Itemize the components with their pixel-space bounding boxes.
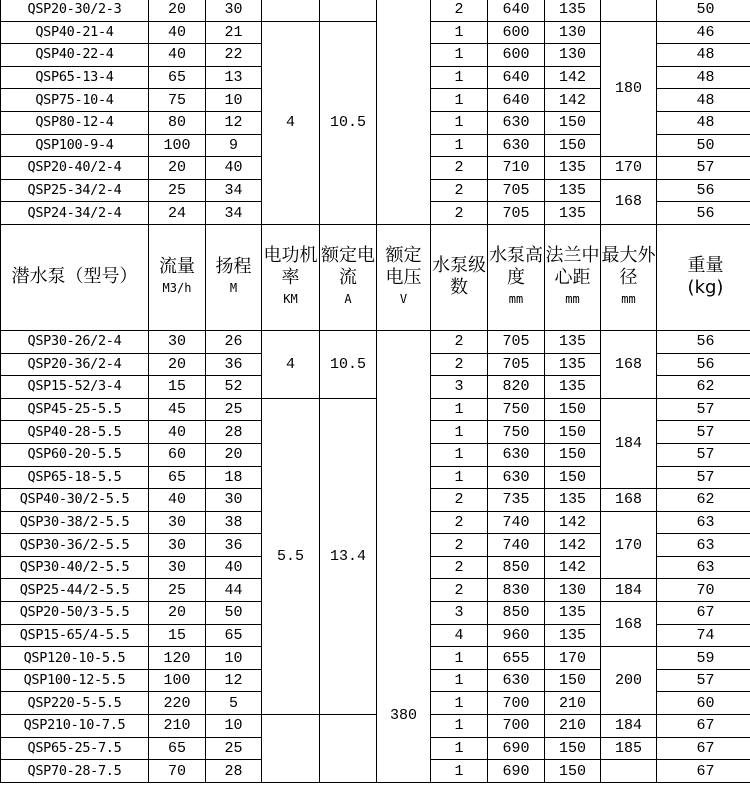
header-current [320,224,377,330]
head-cell: 13 [206,66,262,89]
power-cell: 5.5 [262,398,320,714]
flange-cell: 135 [545,376,601,399]
flow-cell: 20 [149,353,206,376]
height-cell: 600 [488,44,545,67]
height-cell: 850 [488,602,545,625]
header-head [206,224,262,330]
model-cell: QSP70-28-7.5 [1,760,149,783]
head-cell: 25 [206,398,262,421]
stages-cell: 1 [431,398,488,421]
model-cell: QSP75-10-4 [1,89,149,112]
stages-cell: 1 [431,669,488,692]
weight-cell: 46 [657,21,750,44]
model-cell: QSP20-30/2-3 [1,0,149,21]
head-cell: 22 [206,44,262,67]
model-cell: QSP100-9-4 [1,134,149,157]
height-cell: 630 [488,466,545,489]
weight-cell: 56 [657,179,750,202]
head-cell: 36 [206,353,262,376]
header-height [488,224,545,330]
power-cell [262,0,320,21]
height-cell: 735 [488,489,545,512]
header-weight-unit: (kg) [687,277,724,299]
height-cell: 705 [488,202,545,225]
header-power-unit: KM [283,292,298,307]
height-cell: 830 [488,579,545,602]
flow-cell: 70 [149,760,206,783]
head-cell: 26 [206,330,262,353]
stages-cell: 2 [431,330,488,353]
head-cell: 9 [206,134,262,157]
height-cell: 960 [488,624,545,647]
flow-cell: 220 [149,692,206,715]
height-cell: 700 [488,692,545,715]
flow-cell: 100 [149,134,206,157]
height-cell: 705 [488,353,545,376]
weight-cell: 67 [657,737,750,760]
model-cell: QSP30-36/2-5.5 [1,534,149,557]
current-cell: 13.4 [320,398,377,714]
header-current-unit: A [344,292,352,307]
flow-cell: 75 [149,89,206,112]
flange-cell: 135 [545,202,601,225]
header-flange-unit: mm [565,292,580,307]
weight-cell: 57 [657,398,750,421]
diameter-cell: 184 [601,398,657,488]
model-cell: QSP20-36/2-4 [1,353,149,376]
model-cell: QSP210-10-7.5 [1,715,149,738]
table-row [1,21,750,44]
head-cell: 28 [206,421,262,444]
height-cell: 750 [488,398,545,421]
head-cell: 5 [206,692,262,715]
flange-cell: 135 [545,179,601,202]
flange-cell: 130 [545,21,601,44]
flange-cell: 150 [545,398,601,421]
flange-cell: 142 [545,556,601,579]
flow-cell: 45 [149,398,206,421]
weight-cell: 74 [657,624,750,647]
model-cell: QSP20-40/2-4 [1,157,149,180]
model-cell: QSP65-13-4 [1,66,149,89]
model-cell: QSP40-28-5.5 [1,421,149,444]
weight-cell: 48 [657,89,750,112]
voltage-value: 380 [389,706,417,724]
head-cell: 30 [206,489,262,512]
diameter-cell: 168 [601,179,657,224]
flow-cell: 15 [149,376,206,399]
header-weight-label: 重量 [687,255,724,277]
height-cell: 630 [488,111,545,134]
stages-cell: 1 [431,466,488,489]
stages-cell: 1 [431,89,488,112]
diameter-cell: 168 [601,330,657,398]
stages-cell: 2 [431,353,488,376]
diameter-cell: 168 [601,602,657,647]
stages-cell: 1 [431,737,488,760]
flange-cell: 130 [545,579,601,602]
stages-cell: 1 [431,715,488,738]
height-cell: 700 [488,715,545,738]
current-cell: 10.5 [320,330,377,398]
weight-cell: 57 [657,421,750,444]
header-section [1,224,750,330]
model-cell: QSP100-12-5.5 [1,669,149,692]
flange-cell: 135 [545,353,601,376]
flow-cell: 210 [149,715,206,738]
model-cell: QSP25-34/2-4 [1,179,149,202]
stages-cell: 1 [431,692,488,715]
voltage-cell [377,0,431,224]
stages-cell: 2 [431,579,488,602]
stages-cell: 1 [431,443,488,466]
weight-cell: 57 [657,443,750,466]
height-cell: 690 [488,760,545,783]
model-cell: QSP25-44/2-5.5 [1,579,149,602]
flow-cell: 60 [149,443,206,466]
head-cell: 28 [206,760,262,783]
flow-cell: 120 [149,647,206,670]
power-cell [262,715,320,783]
voltage-cell [377,330,431,782]
header-diameter-label: 最大外径 [601,245,656,289]
model-cell: QSP40-21-4 [1,21,149,44]
stages-cell: 4 [431,624,488,647]
height-cell: 630 [488,669,545,692]
column-header-row [1,224,750,330]
diameter-cell [601,760,657,783]
weight-cell: 56 [657,202,750,225]
header-power [262,224,320,330]
flange-cell: 150 [545,421,601,444]
flow-cell: 40 [149,421,206,444]
header-flow [149,224,206,330]
head-cell: 21 [206,21,262,44]
weight-cell: 57 [657,669,750,692]
head-cell: 50 [206,602,262,625]
model-cell: QSP220-5-5.5 [1,692,149,715]
height-cell: 630 [488,134,545,157]
flow-cell: 24 [149,202,206,225]
weight-cell: 48 [657,44,750,67]
flange-cell: 142 [545,66,601,89]
flow-cell: 20 [149,157,206,180]
diameter-cell: 184 [601,579,657,602]
stages-cell: 1 [431,44,488,67]
stages-cell: 1 [431,760,488,783]
flow-cell: 65 [149,66,206,89]
stages-cell: 2 [431,511,488,534]
model-cell: QSP15-65/4-5.5 [1,624,149,647]
height-cell: 640 [488,66,545,89]
head-cell: 40 [206,556,262,579]
model-cell: QSP60-20-5.5 [1,443,149,466]
diameter-cell: 184 [601,715,657,738]
stages-cell: 1 [431,66,488,89]
model-cell: QSP30-40/2-5.5 [1,556,149,579]
height-cell: 690 [488,737,545,760]
model-cell: QSP65-18-5.5 [1,466,149,489]
model-cell: QSP80-12-4 [1,111,149,134]
head-cell: 10 [206,89,262,112]
header-height-unit: mm [508,292,524,307]
header-height-label: 水泵高度 [489,245,543,289]
head-cell: 18 [206,466,262,489]
head-cell: 10 [206,715,262,738]
flange-cell: 150 [545,737,601,760]
table-row [1,715,750,738]
head-cell: 34 [206,202,262,225]
flange-cell: 150 [545,669,601,692]
diameter-cell: 170 [601,157,657,180]
header-head-unit: M [229,281,238,296]
stages-cell: 2 [431,179,488,202]
flow-cell: 65 [149,466,206,489]
head-cell: 38 [206,511,262,534]
height-cell: 705 [488,179,545,202]
model-cell: QSP40-30/2-5.5 [1,489,149,512]
flow-cell: 40 [149,489,206,512]
table-row [1,398,750,421]
flange-cell: 142 [545,534,601,557]
top-section [1,0,750,224]
stages-cell: 2 [431,0,488,21]
power-cell: 4 [262,330,320,398]
stages-cell: 1 [431,21,488,44]
head-cell: 12 [206,669,262,692]
head-cell: 44 [206,579,262,602]
flow-cell: 30 [149,330,206,353]
height-cell: 820 [488,376,545,399]
header-flow-unit: M3/h [162,281,192,296]
stages-cell: 1 [431,421,488,444]
flow-cell: 30 [149,556,206,579]
model-cell: QSP40-22-4 [1,44,149,67]
weight-cell: 56 [657,353,750,376]
flow-cell: 30 [149,534,206,557]
head-cell: 12 [206,111,262,134]
flange-cell: 142 [545,511,601,534]
flow-cell: 65 [149,737,206,760]
flange-cell: 135 [545,330,601,353]
flow-cell: 20 [149,602,206,625]
weight-cell: 50 [657,0,750,21]
diameter-cell: 200 [601,647,657,715]
flow-cell: 40 [149,44,206,67]
stages-cell: 2 [431,157,488,180]
header-diameter-unit: mm [621,292,636,307]
flange-cell: 170 [545,647,601,670]
weight-cell: 70 [657,579,750,602]
flow-cell: 40 [149,21,206,44]
flange-cell: 130 [545,44,601,67]
flow-cell: 80 [149,111,206,134]
flange-cell: 135 [545,0,601,21]
header-weight [657,224,750,330]
model-cell: QSP30-38/2-5.5 [1,511,149,534]
height-cell: 740 [488,534,545,557]
height-cell: 600 [488,21,545,44]
header-voltage-unit: V [399,292,408,307]
flange-cell: 150 [545,111,601,134]
flange-cell: 135 [545,602,601,625]
head-cell: 30 [206,0,262,21]
diameter-cell: 170 [601,511,657,579]
header-voltage [377,224,431,330]
table-row [1,330,750,353]
header-power-label: 电功机率 [263,245,318,289]
stages-cell: 2 [431,489,488,512]
diameter-cell: 168 [601,489,657,512]
flange-cell: 135 [545,624,601,647]
header-head-label: 扬程 [215,256,252,278]
stages-cell: 3 [431,602,488,625]
height-cell: 850 [488,556,545,579]
flange-cell: 150 [545,443,601,466]
flow-cell: 15 [149,624,206,647]
weight-cell: 62 [657,489,750,512]
header-flow-label: 流量 [159,256,195,278]
head-cell: 52 [206,376,262,399]
flange-cell: 150 [545,760,601,783]
bottom-section [1,330,750,782]
weight-cell: 60 [657,692,750,715]
model-cell: QSP20-50/3-5.5 [1,602,149,625]
weight-cell: 50 [657,134,750,157]
weight-cell: 48 [657,111,750,134]
current-cell [320,715,377,783]
header-current-label: 额定电流 [321,245,375,289]
weight-cell: 63 [657,511,750,534]
diameter-cell: 185 [601,737,657,760]
head-cell: 10 [206,647,262,670]
weight-cell: 63 [657,534,750,557]
stages-cell: 2 [431,202,488,225]
height-cell: 640 [488,89,545,112]
stages-cell: 1 [431,111,488,134]
model-cell: QSP24-34/2-4 [1,202,149,225]
height-cell: 750 [488,421,545,444]
flow-cell: 25 [149,179,206,202]
header-voltage-label: 额定电压 [385,245,422,289]
flange-cell: 150 [545,134,601,157]
header-flange-label: 法兰中心距 [545,245,600,289]
flow-cell: 30 [149,511,206,534]
weight-cell: 57 [657,157,750,180]
model-cell: QSP65-25-7.5 [1,737,149,760]
model-cell: QSP15-52/3-4 [1,376,149,399]
height-cell: 655 [488,647,545,670]
head-cell: 65 [206,624,262,647]
flange-cell: 135 [545,157,601,180]
weight-cell: 67 [657,715,750,738]
height-cell: 740 [488,511,545,534]
diameter-cell: 180 [601,21,657,157]
weight-cell: 63 [657,556,750,579]
weight-cell: 67 [657,760,750,783]
weight-cell: 56 [657,330,750,353]
power-cell: 4 [262,21,320,224]
current-cell: 10.5 [320,21,377,224]
head-cell: 40 [206,157,262,180]
weight-cell: 59 [657,647,750,670]
model-cell: QSP45-25-5.5 [1,398,149,421]
head-cell: 34 [206,179,262,202]
header-diameter [601,224,657,330]
height-cell: 630 [488,443,545,466]
weight-cell: 48 [657,66,750,89]
weight-cell: 62 [657,376,750,399]
stages-cell: 1 [431,647,488,670]
diameter-cell [601,0,657,21]
height-cell: 710 [488,157,545,180]
stages-cell: 2 [431,556,488,579]
header-model: 潜水泵（型号） [1,224,149,330]
current-cell [320,0,377,21]
head-cell: 36 [206,534,262,557]
weight-cell: 67 [657,602,750,625]
table-row [1,0,750,21]
header-stages: 水泵级数 [431,224,488,330]
head-cell: 25 [206,737,262,760]
header-flange [545,224,601,330]
flange-cell: 150 [545,466,601,489]
model-cell: QSP30-26/2-4 [1,330,149,353]
stages-cell: 2 [431,534,488,557]
flow-cell: 20 [149,0,206,21]
stages-cell: 1 [431,134,488,157]
height-cell: 705 [488,330,545,353]
flange-cell: 210 [545,692,601,715]
head-cell: 20 [206,443,262,466]
flange-cell: 210 [545,715,601,738]
stages-cell: 3 [431,376,488,399]
height-cell: 640 [488,0,545,21]
weight-cell: 57 [657,466,750,489]
flange-cell: 142 [545,89,601,112]
flow-cell: 25 [149,579,206,602]
flow-cell: 100 [149,669,206,692]
model-cell: QSP120-10-5.5 [1,647,149,670]
flange-cell: 135 [545,489,601,512]
